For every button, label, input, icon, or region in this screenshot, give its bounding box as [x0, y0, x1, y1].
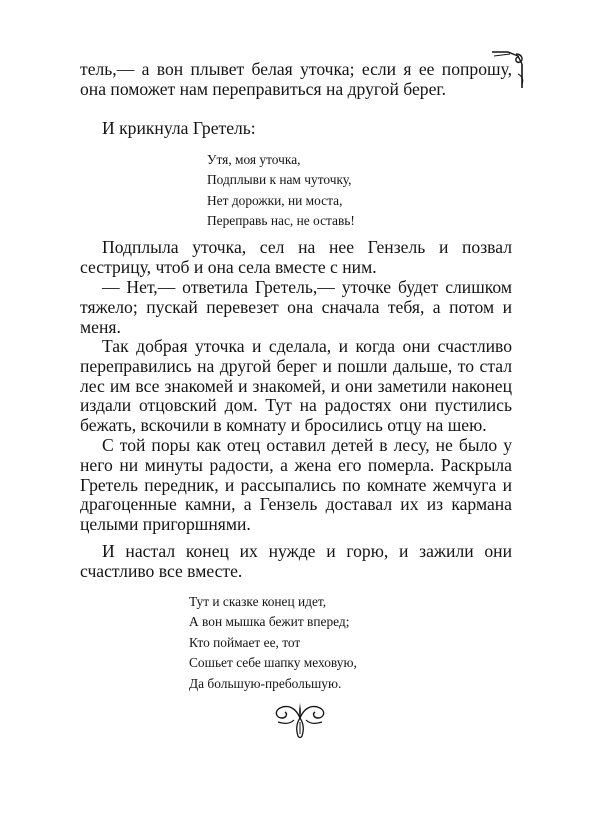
verse-line: Утя, моя уточка, — [207, 152, 301, 167]
paragraph-2: И крикнула Гретель: — [102, 118, 256, 138]
paragraph-4: — Нет,— ответила Гретель,— уточке будет слишком тяжело; пускай перевезет она сначала тебя, а потом и меня. — [80, 277, 512, 337]
paragraph-7: И настал конец их нужде и горю, и зажили они счастливо все вместе. — [80, 541, 512, 581]
verse-line: Нет дорожки, ни моста, — [207, 192, 343, 208]
verse-line: Кто поймает ее, тот — [189, 634, 301, 650]
paragraph-1: тель,— а вон плывет белая уточка; если я ее попрошу, она поможет нам переправиться на другой берег. — [80, 59, 512, 99]
verse-line: Переправь нас, не оставь! — [207, 213, 355, 229]
floral-ornament-icon — [268, 700, 332, 740]
paragraph-5: Так добрая уточка и сделала, и когда они счастливо переправились на другой берег и пошли дальше, то стал лес им все знакомей и знакомей, и они заметили наконец издали отцовский дом. Тут на радостях они пустились бежать, вскочили в комнату и бросились отцу на шею. — [80, 336, 512, 436]
verse-line: Да большую-пребольшую. — [189, 675, 342, 691]
paragraph-3: Подплыла уточка, сел на нее Гензель и позвал сестрицу, чтоб и она села вместе с ним. — [80, 237, 512, 277]
verse-line: Тут и сказке конец идет, — [189, 594, 327, 609]
verse-line: Подплыви к нам чуточку, — [207, 172, 352, 188]
verse-line: А вон мышка бежит вперед; — [189, 614, 350, 630]
verse-stanza-1 — [207, 150, 355, 232]
paragraph-6: С той поры как отец оставил детей в лесу, не было у него ни минуты радости, а жена его померла. Раскрыла Гретель передник, и рассыпались по комнате жемчуга и драгоценные камни, а Гензель доставал их из кармана целыми пригоршнями. — [80, 435, 512, 535]
verse-stanza-2 — [189, 592, 357, 694]
verse-line: Сошьет себе шапку меховую, — [189, 655, 357, 671]
